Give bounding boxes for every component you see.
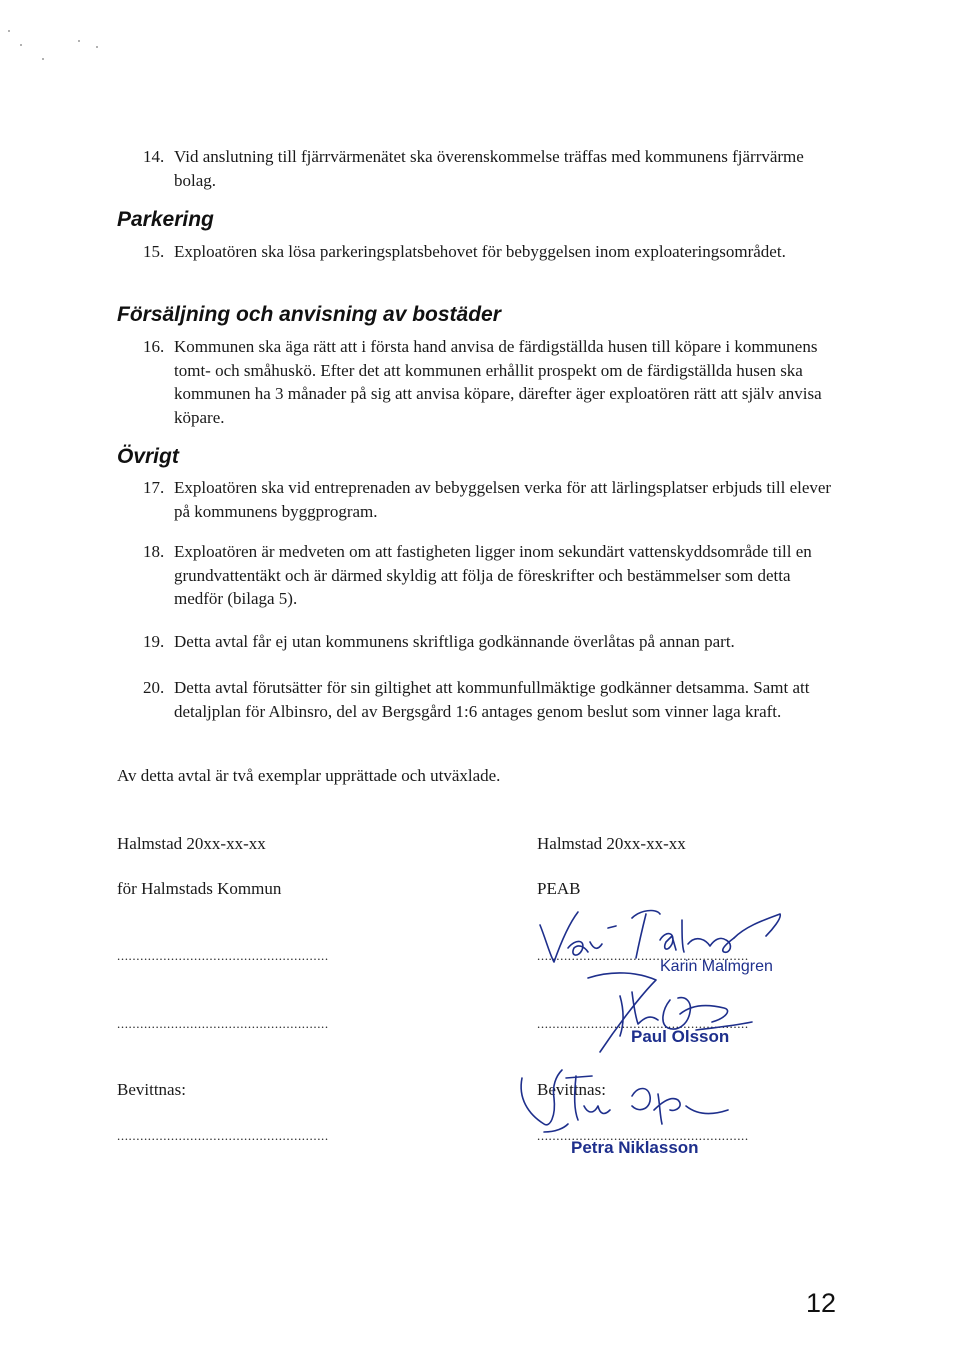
handwritten-signatures — [520, 900, 820, 1160]
right-signature-line-1: ....................................................... — [537, 948, 749, 963]
right-witness-line: ....................................................... — [537, 1128, 749, 1143]
left-witness-label: Bevittnas: — [117, 1080, 186, 1099]
witness-name: Petra Niklasson — [571, 1138, 699, 1157]
clause-text: Exploatören ska lösa parkeringsplatsbehovet för bebyggelsen inom exploateringsområdet. — [174, 242, 786, 261]
page-number: 12 — [806, 1288, 837, 1318]
scan-speck — [20, 44, 22, 46]
heading-parkering: Parkering — [117, 208, 214, 231]
scan-speck — [78, 40, 80, 42]
clause-text: Detta avtal förutsätter för sin giltighet att kommunfullmäktige godkänner detsamma. Samt att detaljplan för Albinsro, del av Bergsgård 1:6 antages genom beslut som vinner laga kraft. — [174, 678, 810, 721]
closing-statement: Av detta avtal är två exemplar upprättade och utväxlade. — [117, 766, 501, 785]
clause-text: Exploatören är medveten om att fastigheten ligger inom sekundärt vattenskyddsområde till en grundvattentäkt och är därmed skyldig att följa de föreskrifter och bestämmelser som detta medför (bilaga 5). — [174, 542, 812, 608]
clause-text: Vid anslutning till fjärrvärmenätet ska överenskommelse träffas med kommunens fjärrvärme bolag. — [174, 147, 804, 190]
heading-forsaljning: Försäljning och anvisning av bostäder — [117, 303, 501, 326]
clause-text: Detta avtal får ej utan kommunens skriftliga godkännande överlåtas på annan part. — [174, 632, 735, 651]
left-place-date: Halmstad 20xx-xx-xx — [117, 834, 266, 853]
clause-number: 20. — [143, 678, 165, 697]
right-place-date: Halmstad 20xx-xx-xx — [537, 834, 686, 853]
clause-18 — [143, 540, 843, 611]
clause-14 — [143, 145, 843, 192]
scan-speck — [8, 30, 10, 32]
clause-number: 14. — [143, 147, 165, 166]
right-signature-line-2: ....................................................... — [537, 1016, 749, 1031]
clause-number: 16. — [143, 337, 165, 356]
heading-ovrigt: Övrigt — [117, 445, 179, 468]
clause-number: 15. — [143, 242, 165, 261]
clause-number: 17. — [143, 478, 165, 497]
clause-16 — [143, 335, 843, 429]
clause-text: Kommunen ska äga rätt att i första hand anvisa de färdigställda husen till köpare i kommunens tomt- och småhuskö. Efter det att kommunen erhållit prospekt om de färdigställda husen ska kommunen ha 3 månader på sig att anvisa köpare, därefter äger exploatören rätt att själv anvisa köpare. — [174, 337, 822, 427]
scan-speck — [96, 46, 98, 48]
left-party: för Halmstads Kommun — [117, 879, 282, 898]
right-witness-label: Bevittnas: — [537, 1080, 606, 1099]
clause-15 — [143, 240, 843, 264]
clause-19 — [143, 630, 843, 654]
signer-name-1: Karin Malmgren — [660, 958, 773, 975]
clause-number: 19. — [143, 632, 165, 651]
clause-17 — [143, 476, 843, 523]
left-witness-line: ....................................................... — [117, 1128, 329, 1143]
scan-speck — [42, 58, 44, 60]
right-party: PEAB — [537, 879, 581, 898]
clause-text: Exploatören ska vid entreprenaden av bebyggelsen verka för att lärlingsplatser erbjuds till elever på kommunens byggprogram. — [174, 478, 832, 521]
clause-number: 18. — [143, 542, 165, 561]
left-signature-line-2: ....................................................... — [117, 1016, 329, 1031]
signer-name-2: Paul Olsson — [631, 1027, 730, 1046]
left-signature-line-1: ....................................................... — [117, 948, 329, 963]
clause-20 — [143, 676, 843, 723]
